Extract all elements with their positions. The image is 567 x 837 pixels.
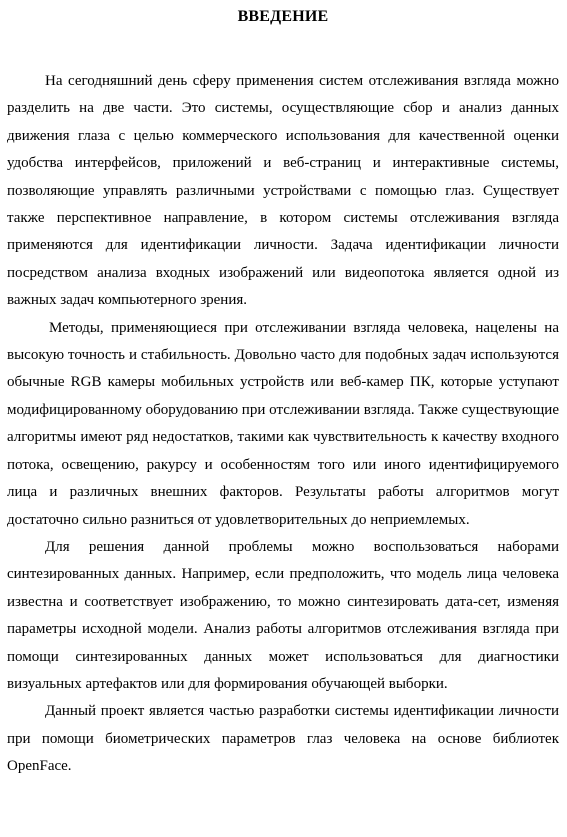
paragraph-2: Методы, применяющиеся при отслеживании взгляда человека, нацелены на высокую точность и стабильность. Довольно часто для подобных задач используются обычные RGB камеры мобильных устройств или веб-камер ПК, которые уступают модифицированному оборудованию при отслеживании взгляда. Также существующие алгоритмы имеют ряд недостатков, такими как чувствительность к качеству входного потока, освещению, ракурсу и особенностям того или иного идентифицируемого лица и различных внешних факторов. Результаты работы алгоритмов могут достаточно сильно разниться от удовлетворительных до неприемлемых. [7, 319, 559, 528]
page-title: ВВЕДЕНИЕ [237, 8, 329, 25]
paragraph-1: На сегодняшний день сферу применения систем отслеживания взгляда можно разделить на две части. Это системы, осуществляющие сбор и анализ данных движения глаза с целью коммерческого использования для качественной оценки удобства интерфейсов, приложений и веб-страниц и интерактивные системы, позволяющие управлять различными устройствами с помощью глаз. Существует также перспективное направление, в котором системы отслеживания взгляда применяются для идентификации личности. Задача идентификации личности посредством анализа входных изображений или видеопотока является одной из важных задач компьютерного зрения. [7, 73, 559, 309]
paragraph-4: Данный проект является частью разработки системы идентификации личности при помощи биометрических параметров глаз человека на основе библиотек OpenFace. [7, 703, 559, 775]
document-body [7, 68, 559, 781]
paragraph-3: Для решения данной проблемы можно воспользоваться наборами синтезированных данных. Например, если предположить, что модель лица человека известна и соответствует изображению, то можно синтезировать дата-сет, изменяя параметры исходной модели. Анализ работы алгоритмов отслеживания взгляда при помощи синтезированных данных может использоваться для диагностики визуальных артефактов или для формирования обучающей выборки. [7, 538, 559, 692]
document-page [7, 0, 559, 781]
